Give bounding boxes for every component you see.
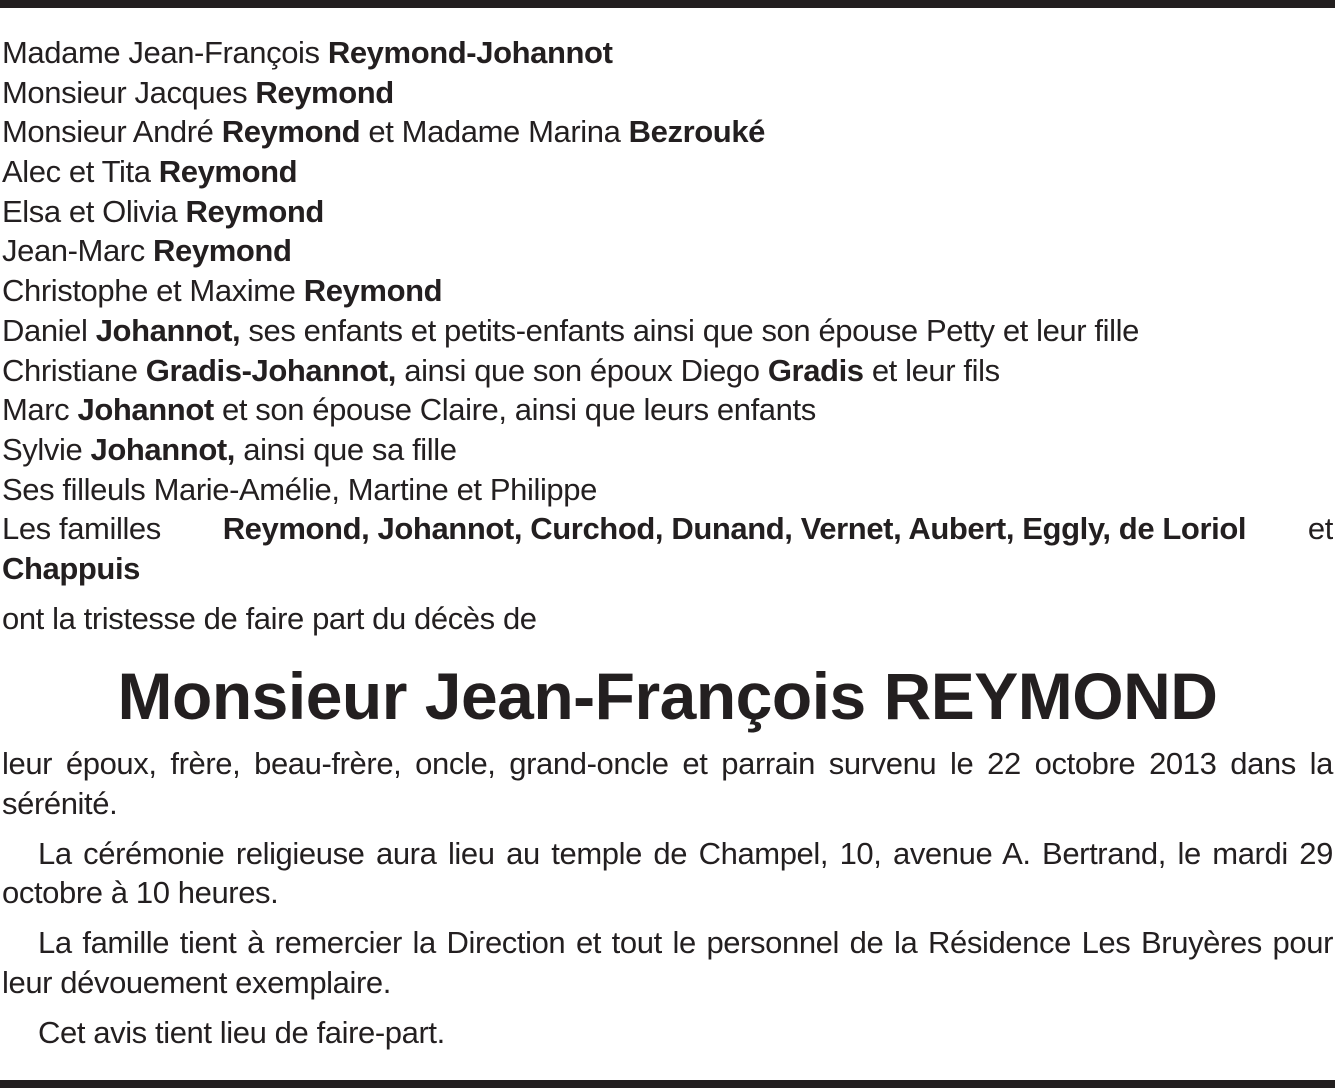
ceremony-paragraph: La cérémonie religieuse aura lieu au temple de Champel, 10, avenue A. Bertrand, le mardi 29 octobre à 10 heures. <box>2 835 1333 911</box>
line-text: Monsieur André <box>2 114 222 150</box>
line-text: Monsieur Jacques <box>2 74 256 110</box>
surname: Reymond <box>153 233 292 269</box>
family-line <box>2 390 1333 430</box>
closing-paragraph: Cet avis tient lieu de faire-part. <box>38 1014 445 1050</box>
families-names: Reymond, Johannot, Curchod, Dunand, Vernet, Aubert, Eggly, de Loriol <box>222 511 1247 547</box>
family-line <box>2 33 1333 73</box>
line-text: et leur fils <box>863 352 1000 388</box>
surname: Johannot, <box>90 431 236 467</box>
relation-paragraph: leur époux, frère, beau-frère, oncle, grand-oncle et parrain survenu le 22 octobre 2013 dans la sérénité. <box>2 746 1333 822</box>
family-line <box>2 231 1333 271</box>
line-text: Jean-Marc <box>2 233 154 269</box>
surname: Reymond <box>221 114 361 150</box>
surname: Reymond <box>158 154 298 190</box>
families-prefix: Les familles <box>2 511 161 547</box>
line-text: Ses filleuls Marie-Amélie, Martine et Philippe <box>2 471 597 507</box>
deceased-name: Monsieur Jean-François REYMOND <box>117 659 1218 734</box>
families-conjunction: et <box>1307 511 1333 547</box>
intro-text: ont la tristesse de faire part du décès de <box>2 600 537 636</box>
surname: Bezrouké <box>628 114 766 150</box>
surname: Reymond-Johannot <box>327 35 613 70</box>
line-text: et Madame Marina <box>360 114 629 150</box>
family-list <box>2 33 1333 509</box>
family-line <box>2 470 1333 510</box>
family-line <box>2 73 1333 113</box>
thanks-paragraph: La famille tient à remercier la Direction et tout le personnel de la Résidence Les Bruyères pour leur dévouement exemplaire. <box>2 925 1333 1000</box>
line-text: Sylvie <box>2 431 91 467</box>
surname: Reymond <box>255 74 394 110</box>
line-text: Daniel <box>2 312 96 348</box>
family-line-last <box>2 549 1333 589</box>
bottom-border-rule <box>0 1080 1335 1088</box>
family-line <box>2 351 1333 391</box>
line-text: Christophe et Maxime <box>2 273 304 309</box>
line-text: Madame Jean-François <box>2 35 328 70</box>
surname: Gradis-Johannot, <box>145 352 397 388</box>
line-text: ainsi que son époux Diego <box>396 352 768 388</box>
line-text: Alec et Tita <box>2 154 159 190</box>
line-text: Elsa et Olivia <box>2 193 186 229</box>
surname: Gradis <box>767 352 864 388</box>
family-line <box>2 311 1333 351</box>
surname: Johannot <box>77 392 214 428</box>
top-border-rule <box>0 0 1335 8</box>
surname: Johannot, <box>95 312 241 348</box>
family-line <box>2 192 1333 232</box>
surname: Reymond <box>303 273 443 309</box>
death-notice <box>2 33 1333 1052</box>
line-text: ainsi que sa fille <box>235 431 457 467</box>
family-line <box>2 112 1333 152</box>
surname: Reymond <box>185 193 324 229</box>
family-line <box>2 152 1333 192</box>
line-text: ses enfants et petits-enfants ainsi que son épouse Petty et leur fille <box>240 312 1139 348</box>
families-last-name: Chappuis <box>2 550 141 586</box>
family-line-surnames <box>2 509 1333 549</box>
family-line <box>2 430 1333 470</box>
family-line <box>2 271 1333 311</box>
line-text: Marc <box>2 392 78 428</box>
line-text: Christiane <box>2 352 146 388</box>
line-text: et son épouse Claire, ainsi que leurs enfants <box>213 392 816 428</box>
